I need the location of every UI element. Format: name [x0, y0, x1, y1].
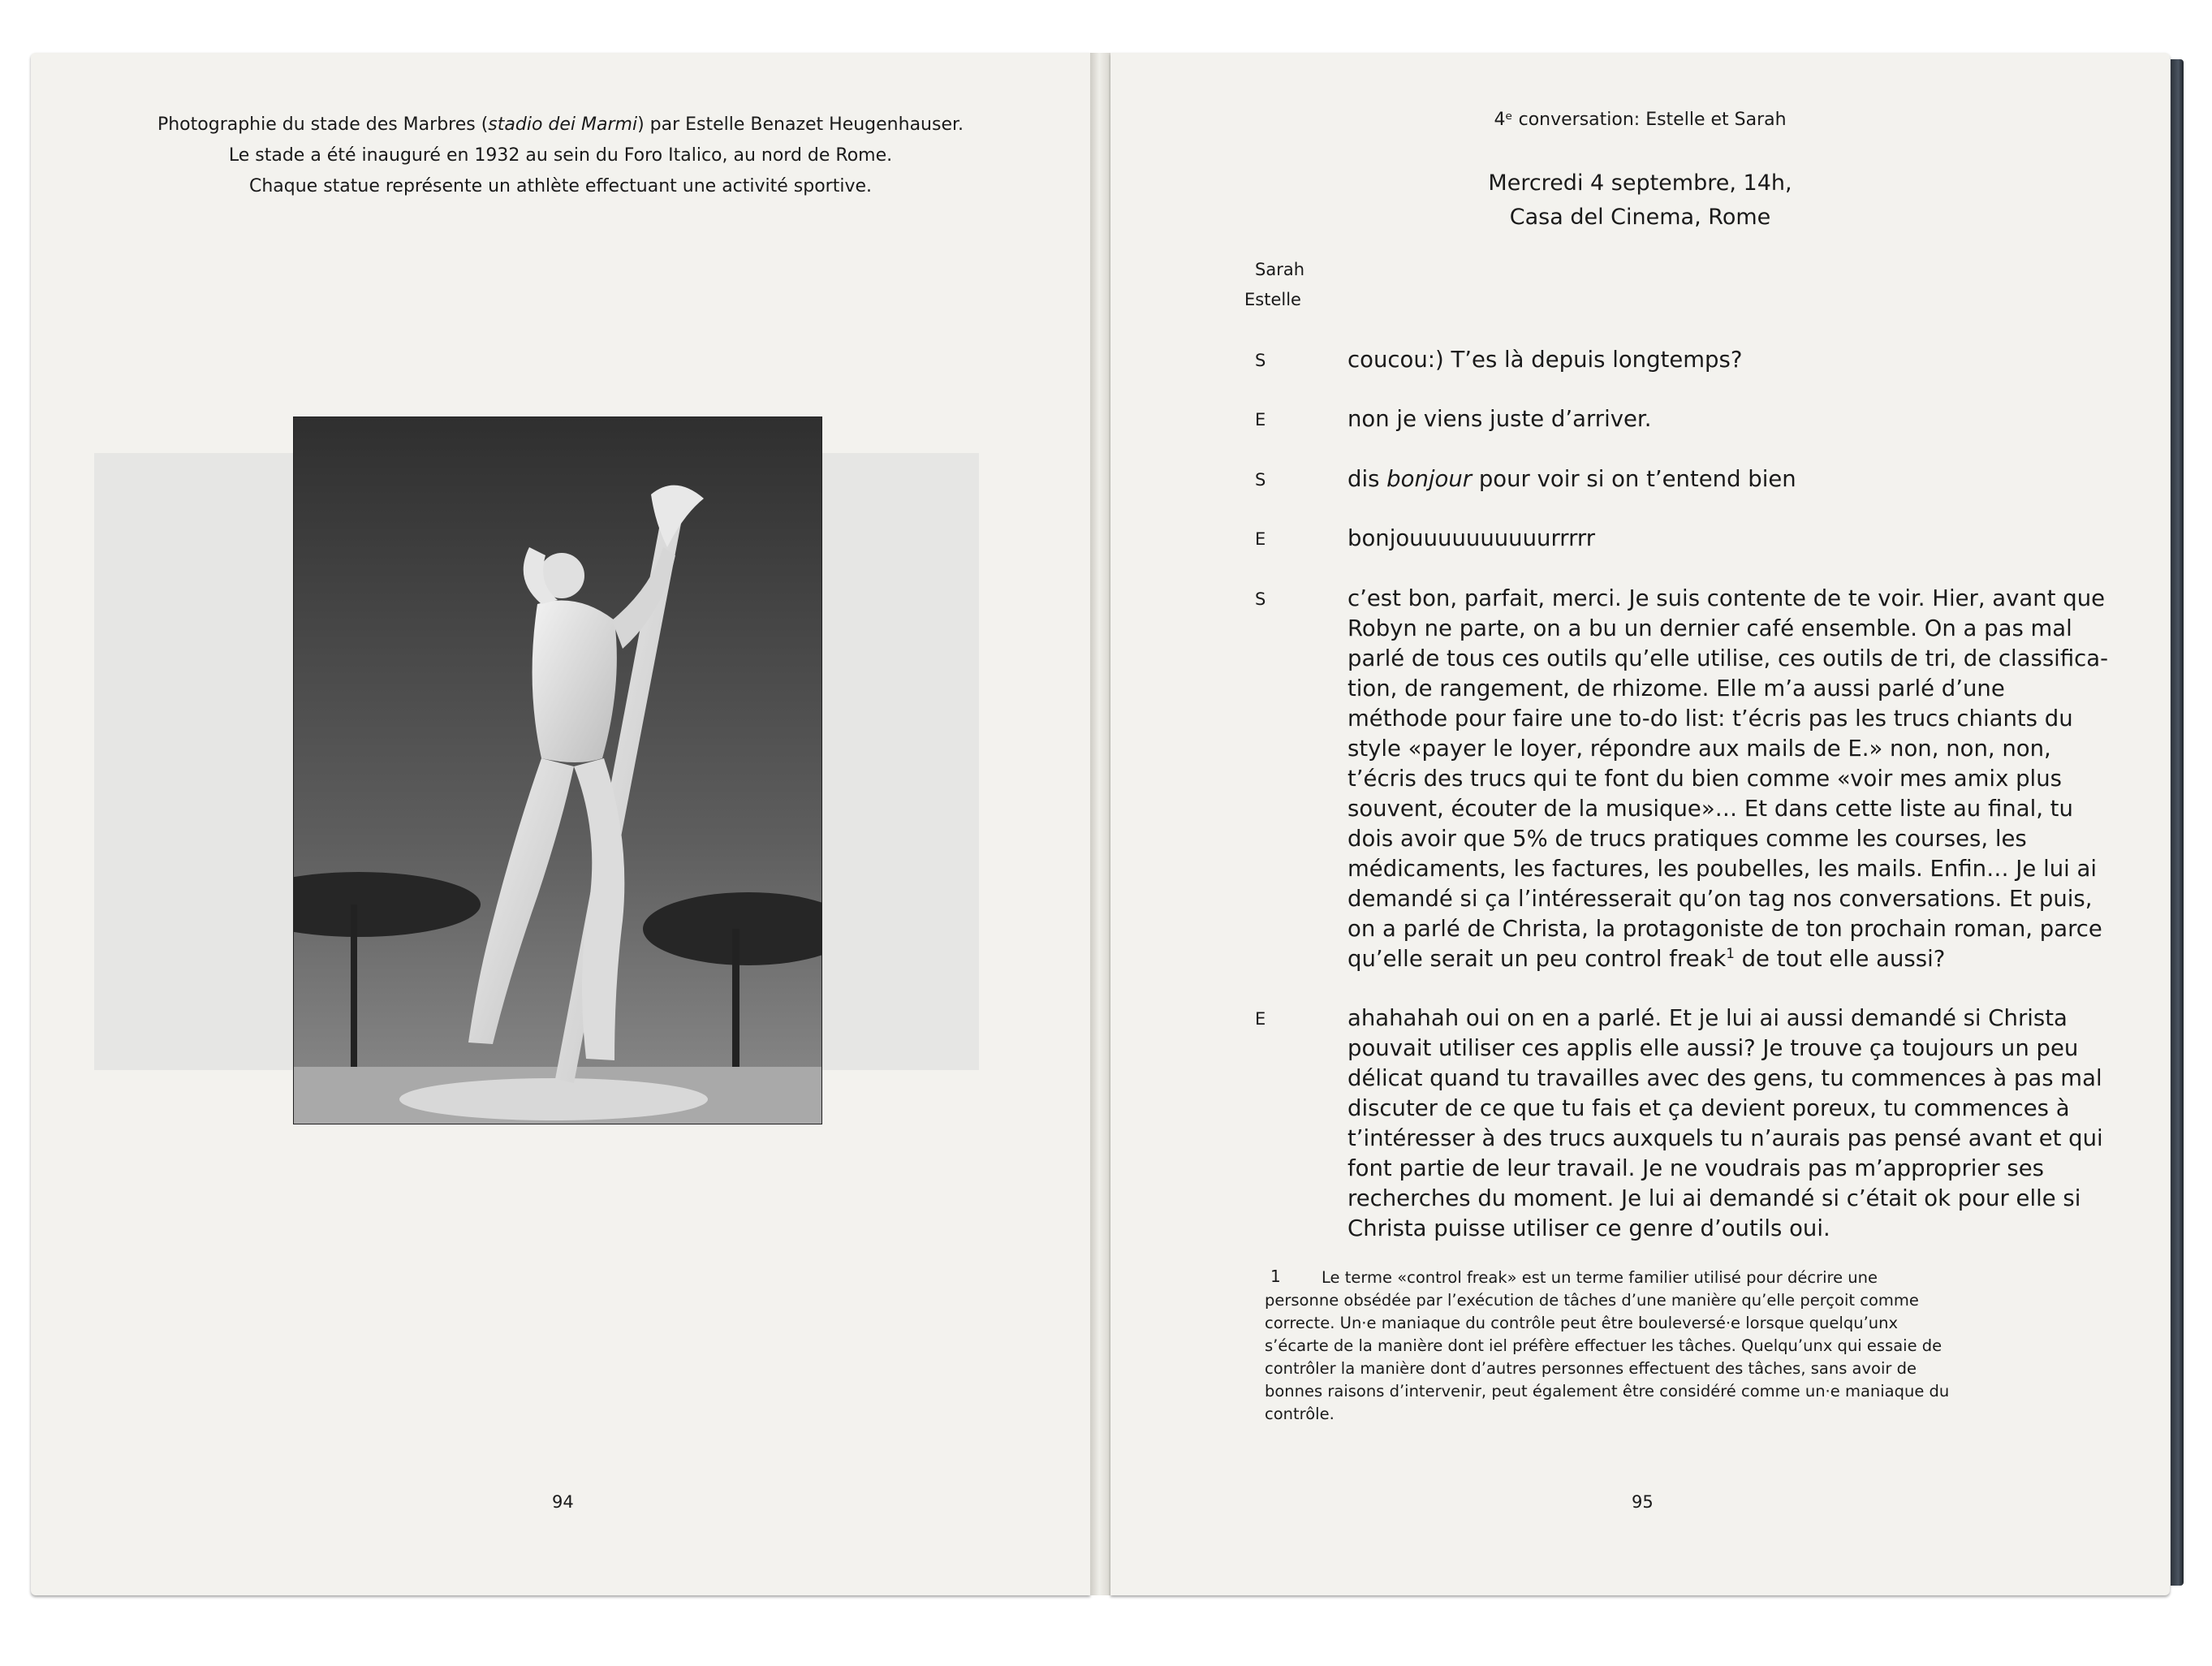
- book-spread: [31, 53, 2174, 1599]
- dialogue-text: c’est bon, parfait, merci. Je suis contente de te voir. Hier, avant que Robyn ne parte, on a bu un dernier café ensemble. On a pas mal parlé de tous ces outils qu’elle utilise, ces outils de tri, de classification, de rangement, de rhizome. Elle m’a aussi parlé d’une méthode pour faire une to-do list: t’écris pas les trucs chiants du style «payer le loyer, répondre aux mails de E.» non, non, non, t’écris des trucs qui te font du bien comme «voir mes amix plus souvent, écouter de la musique»… Et dans cette liste au final, tu dois avoir que 5% de trucs pratiques comme les courses, les médicaments, les factures, les poubelles, les mails. Enfin… Je lui ai demandé si ça l’intéresserait qu’on tag nos conversations. Et puis, on a parlé de Christa, la protagoniste de ton prochain roman, parce qu’elle serait un peu control freak: [1347, 585, 2109, 972]
- page-number-left: 94: [552, 1492, 574, 1512]
- speaker-marker: S: [1255, 589, 1266, 609]
- photo-caption: [31, 110, 1090, 202]
- caption-line-2: Le stade a été inauguré en 1932 au sein du Foro Italico, au nord de Rome.: [228, 145, 893, 166]
- caption-text: Photographie du stade des Marbres (: [157, 114, 489, 135]
- left-page: [31, 53, 1090, 1595]
- date-line-1: Mercredi 4 septembre, 14h,: [1488, 170, 1792, 196]
- dialogue-paragraph: ahahahah oui on en a parlé. Et je lui ai aussi demandé si Christa pouvait utiliser ces applis elle aussi? Je trouve ça toujours un peu délicat quand tu travailles avec des gens, tu commences à pas mal discuter de ce que tu fais et ça devient poreux, tu commences à t’intéresser à des trucs auxquels tu n’aurais pas pensé avant et qui font partie de leur travail. Je ne voudrais pas m’approprier ses recherches du moment. Je lui ai demandé si c’était ok pour elle si Christa puisse utiliser ce genre d’outils oui.: [1347, 1005, 2103, 1241]
- running-header: 4ᵉ conversation: Estelle et Sarah: [1494, 110, 1787, 130]
- statue-photograph: [293, 416, 822, 1124]
- dialogue-paragraph: [1347, 584, 2111, 974]
- caption-italic-text: stadio dei Marmi: [488, 114, 638, 135]
- page-number-right: 95: [1632, 1492, 1654, 1512]
- speaker-marker: E: [1255, 1009, 1266, 1029]
- cast-name-sarah: Sarah: [1255, 260, 1305, 279]
- footnote-number: 1: [1270, 1267, 1281, 1286]
- footnote-reference[interactable]: 1: [1726, 945, 1735, 961]
- book-edge: [2171, 59, 2184, 1586]
- dialogue-text: pour voir si on t’entend bien: [1472, 466, 1796, 492]
- caption-line-3: Chaque statue représente un athlète effectuant une activité sportive.: [248, 176, 873, 196]
- book-gutter: [1090, 53, 1110, 1595]
- footnote-text: Le terme «control freak» est un terme familier utilisé pour décrire une personne obsédée par l’exécution de tâches d’une manière qu’elle perçoit comme correcte. Un·e maniaque du contrôle peut être bouleversé·e lorsque quelqu’unx s’écarte de la manière dont iel préfère effectuer les tâches. Quelqu’unx qui essaie de contrôler la manière dont d’autres personnes effectuent des tâches, sans avoir de bonnes raisons d’intervenir, peut également être considéré comme un·e maniaque du contrôle.: [1265, 1268, 1950, 1423]
- dialogue-line: [1347, 464, 2111, 494]
- dialogue-line: non je viens juste d’arriver.: [1347, 406, 1652, 432]
- date-line-2: Casa del Cinema, Rome: [1509, 205, 1771, 230]
- speaker-marker: E: [1255, 529, 1266, 549]
- dialogue-text: de tout elle aussi?: [1734, 946, 1946, 972]
- caption-text: ) par Estelle Benazet Heugenhauser.: [637, 114, 964, 135]
- dialogue-italic-text: bonjour: [1386, 466, 1473, 492]
- speaker-marker: S: [1255, 351, 1266, 370]
- caption-line-1: [31, 110, 1090, 140]
- conversation-date: [1110, 166, 2170, 235]
- cast-name-estelle: Estelle: [1244, 290, 1301, 309]
- speaker-marker: S: [1255, 470, 1266, 490]
- dialogue-line: bonjouuuuuuuuuurrrrr: [1347, 525, 1596, 551]
- speaker-marker: E: [1255, 410, 1266, 429]
- dialogue-line: coucou:) T’es là depuis longtemps?: [1347, 347, 1743, 373]
- right-page: [1110, 53, 2170, 1595]
- dialogue-text: dis: [1347, 466, 1387, 492]
